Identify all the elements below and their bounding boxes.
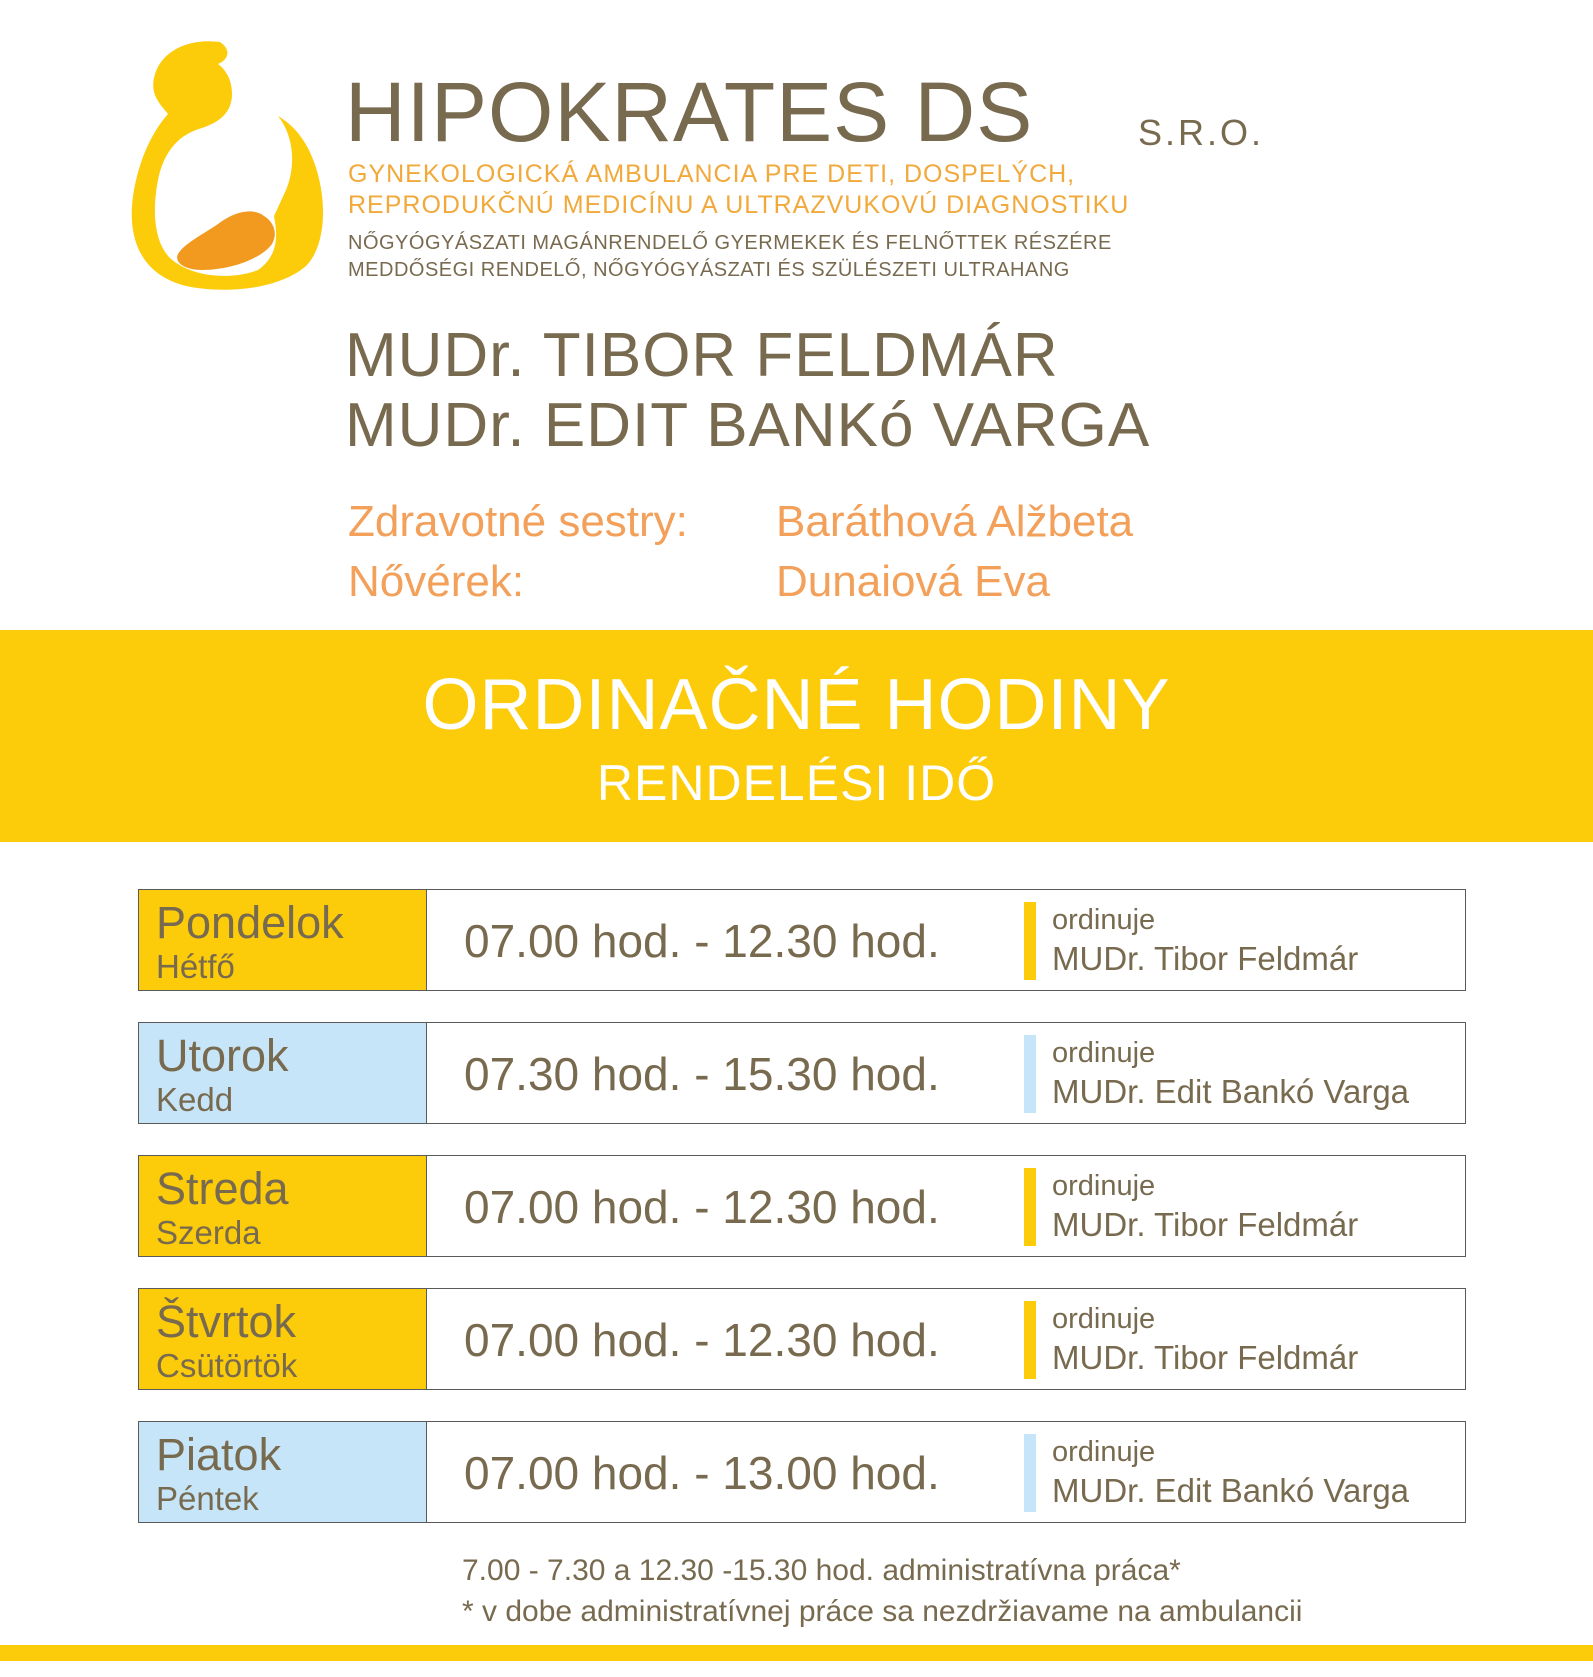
office-hours: 07.00 hod. - 12.30 hod.: [464, 915, 940, 967]
attending-doctor: MUDr. Edit Bankó Varga: [1052, 1472, 1410, 1509]
schedule-row-tuesday: [138, 1022, 1466, 1124]
attending-doctor: MUDr. Tibor Feldmár: [1052, 940, 1359, 977]
ordinuje-label: ordinuje: [1052, 1436, 1156, 1468]
day-name-sk: Utorok: [156, 1030, 289, 1081]
subtitle-sk-line-1: GYNEKOLOGICKÁ AMBULANCIA PRE DETI, DOSPELÝCH,: [348, 160, 1076, 188]
attending-doctor: MUDr. Tibor Feldmár: [1052, 1206, 1359, 1243]
day-name-sk: Pondelok: [156, 897, 344, 948]
attending-doctor: MUDr. Edit Bankó Varga: [1052, 1073, 1410, 1110]
office-hours: 07.30 hod. - 15.30 hod.: [464, 1048, 940, 1100]
day-name-sk: Štvrtok: [156, 1296, 297, 1347]
schedule-row-wednesday: [138, 1155, 1466, 1257]
color-divider: [1024, 1168, 1036, 1246]
company-name: HIPOKRATES DS: [345, 65, 1034, 159]
nurse-name-2: Dunaiová Eva: [776, 557, 1050, 606]
company-suffix: S.R.O.: [1138, 112, 1265, 153]
subtitle-hu-line-1: NŐGYÓGYÁSZATI MAGÁNRENDELŐ GYERMEKEK ÉS FELNŐTTEK RÉSZÉRE: [348, 232, 1112, 254]
color-divider: [1024, 1301, 1036, 1379]
day-name-hu: Hétfő: [156, 948, 235, 985]
ordinuje-label: ordinuje: [1052, 1303, 1156, 1335]
nurses-label-sk: Zdravotné sestry:: [348, 497, 688, 546]
admin-footnote: * v dobe administratívnej práce sa nezdržiavame na ambulancii: [462, 1595, 1303, 1628]
doctor-name-1: MUDr. TIBOR FELDMÁR: [345, 321, 1059, 390]
ordinuje-label: ordinuje: [1052, 1170, 1156, 1202]
schedule-row-monday: [138, 889, 1466, 991]
ordinuje-label: ordinuje: [1052, 904, 1156, 936]
color-divider: [1024, 902, 1036, 980]
day-name-sk: Streda: [156, 1163, 289, 1214]
subtitle-sk-line-2: REPRODUKČNÚ MEDICÍNU A ULTRAZVUKOVÚ DIAGNOSTIKU: [348, 191, 1130, 219]
admin-hours-note: 7.00 - 7.30 a 12.30 -15.30 hod. administratívna práca*: [462, 1554, 1181, 1587]
mother-child-icon: [128, 40, 328, 295]
doctor-name-2: MUDr. EDIT BANKó VARGA: [345, 391, 1151, 460]
color-divider: [1024, 1434, 1036, 1512]
banner-title: ORDINAČNÉ HODINY: [422, 665, 1171, 745]
office-hours: 07.00 hod. - 12.30 hod.: [464, 1314, 940, 1366]
color-divider: [1024, 1035, 1036, 1113]
attending-doctor: MUDr. Tibor Feldmár: [1052, 1339, 1359, 1376]
nurse-name-1: Baráthová Alžbeta: [776, 497, 1134, 546]
day-name-hu: Péntek: [156, 1480, 259, 1517]
subtitle-hu-line-2: MEDDŐSÉGI RENDELŐ, NŐGYÓGYÁSZATI ÉS SZÜLÉSZETI ULTRAHANG: [348, 259, 1070, 281]
day-name-hu: Szerda: [156, 1214, 261, 1251]
ordinuje-label: ordinuje: [1052, 1037, 1156, 1069]
nurses-label-hu: Nővérek:: [348, 557, 525, 606]
banner-subtitle: RENDELÉSI IDŐ: [596, 755, 997, 811]
bottom-bar: [0, 1645, 1593, 1661]
day-name-sk: Piatok: [156, 1429, 282, 1480]
day-name-hu: Kedd: [156, 1081, 234, 1118]
day-name-hu: Csütörtök: [156, 1347, 298, 1384]
schedule-row-thursday: [138, 1288, 1466, 1390]
office-hours: 07.00 hod. - 12.30 hod.: [464, 1181, 940, 1233]
schedule-row-friday: [138, 1421, 1466, 1523]
office-hours: 07.00 hod. - 13.00 hod.: [464, 1447, 940, 1499]
